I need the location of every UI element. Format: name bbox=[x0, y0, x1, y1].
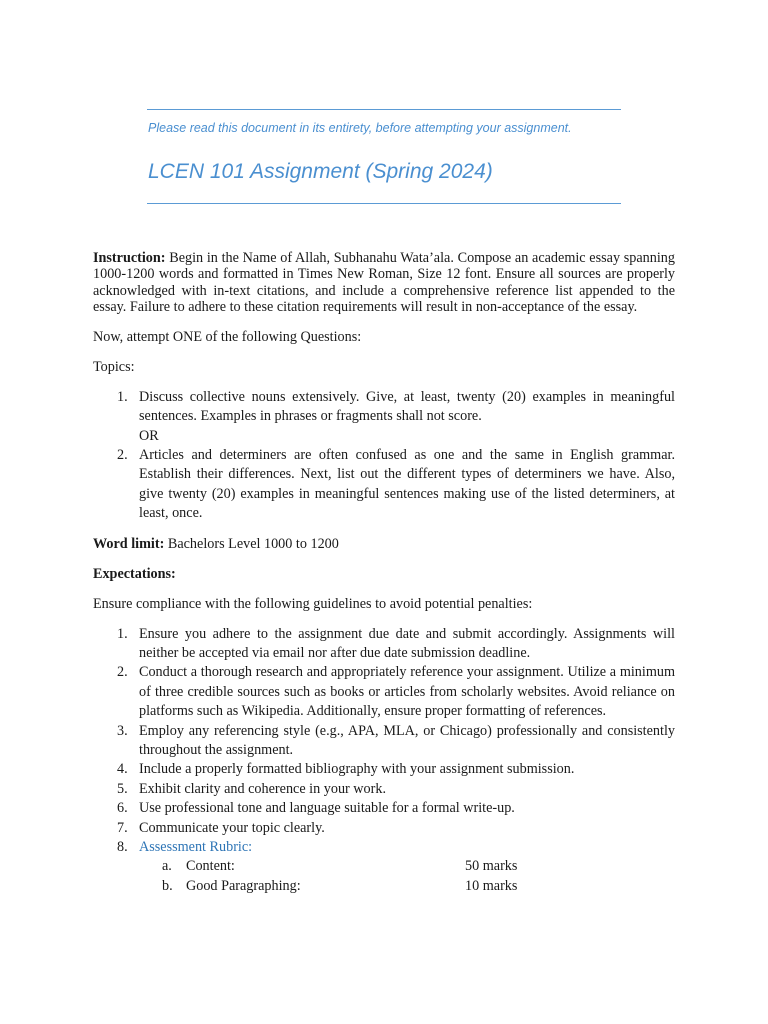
header-rule-top bbox=[147, 109, 621, 110]
word-limit-text: Bachelors Level 1000 to 1200 bbox=[167, 535, 339, 552]
expectation-text: Employ any referencing style (e.g., APA, MLA, or Chicago) professionally and consistently throughout the assignment. bbox=[139, 722, 675, 758]
expectation-item bbox=[93, 722, 675, 761]
topic-item bbox=[93, 388, 675, 427]
rubric-label: Content: bbox=[186, 858, 235, 875]
expectation-item bbox=[93, 799, 675, 818]
topic-number: 2. bbox=[117, 447, 128, 463]
expectation-number: 7. bbox=[117, 819, 128, 836]
expectation-text: Exhibit clarity and coherence in your work. bbox=[139, 780, 387, 797]
topic-text: Discuss collective nouns extensively. Give, at least, twenty (20) examples in meaningful sentences. Examples in phrases or fragments shall not score. bbox=[139, 388, 675, 425]
expectation-text: Conduct a thorough research and appropriately reference your assignment. Utilize a minimum of three credible sources such as books or articles from scholarly websites. Avoid reliance on platforms such as Wikipedia. Additionally, ensure proper formatting of references. bbox=[139, 664, 675, 720]
rubric-label: Good Paragraphing: bbox=[186, 877, 301, 894]
word-limit-line bbox=[93, 536, 675, 552]
expectation-text: Ensure you adhere to the assignment due date and submit accordingly. Assignments will neither be accepted via email nor after due date submission deadline. bbox=[139, 625, 675, 661]
expectation-text: Use professional tone and language suitable for a formal write-up. bbox=[139, 800, 515, 817]
expectation-number: 4. bbox=[117, 761, 128, 778]
expectation-number: 8. bbox=[117, 838, 128, 855]
rubric-letter: a. bbox=[162, 858, 172, 875]
document-title: LCEN 101 Assignment (Spring 2024) bbox=[148, 160, 493, 183]
rubric-marks: 10 marks bbox=[465, 877, 518, 894]
expectations-heading: Expectations: bbox=[93, 565, 176, 582]
expectation-text: Include a properly formatted bibliography with your assignment submission. bbox=[139, 761, 575, 778]
topic-item bbox=[93, 446, 675, 524]
assessment-rubric-link[interactable]: Assessment Rubric: bbox=[139, 838, 253, 855]
expectation-item bbox=[93, 625, 675, 664]
topic-number: 1. bbox=[117, 388, 128, 405]
expectations-intro: Ensure compliance with the following guidelines to avoid potential penalties: bbox=[93, 596, 533, 613]
header-rule-bottom bbox=[147, 203, 621, 204]
expectation-item bbox=[93, 760, 675, 779]
rubric-row-content bbox=[93, 857, 675, 876]
instruction-text: Begin in the Name of Allah, Subhanahu Wata’ala. Compose an academic essay spanning 1000-1200 words and formatted in Times New Roman, Size 12 font. Ensure all sources are properly acknowledged with in-text citations, and include a comprehensive reference list appended to the essay. Failure to adhere to these citation requirements will result in non-acceptance of the essay. bbox=[93, 250, 675, 315]
attempt-line: Now, attempt ONE of the following Questions: bbox=[93, 329, 362, 346]
instruction-paragraph bbox=[93, 250, 675, 315]
topics-list bbox=[93, 388, 675, 524]
document-body bbox=[93, 250, 675, 896]
topics-label: Topics: bbox=[93, 359, 135, 376]
instruction-label: Instruction: bbox=[93, 250, 166, 266]
expectation-number: 5. bbox=[117, 780, 128, 797]
read-document-note: Please read this document in its entirety, before attempting your assignment. bbox=[148, 121, 572, 135]
expectation-number: 2. bbox=[117, 664, 128, 681]
expectation-number: 6. bbox=[117, 800, 128, 817]
topic-text: Articles and determiners are often confused as one and the same in English grammar. Establish their differences. Next, list out the different types of determiners we have. Also, give twenty (20) examples in meaningful sentences making use of the listed determiners, at least, once. bbox=[139, 447, 675, 522]
expectation-number: 1. bbox=[117, 625, 128, 642]
rubric-marks: 50 marks bbox=[465, 858, 518, 875]
rubric-letter: b. bbox=[162, 877, 173, 894]
expectation-number: 3. bbox=[117, 722, 128, 739]
or-separator: OR bbox=[139, 427, 159, 444]
expectation-item bbox=[93, 838, 675, 857]
expectation-item bbox=[93, 780, 675, 799]
expectation-item bbox=[93, 819, 675, 838]
rubric-row-paragraphing bbox=[93, 877, 675, 896]
word-limit-label: Word limit: bbox=[93, 535, 165, 552]
expectation-text: Communicate your topic clearly. bbox=[139, 819, 325, 836]
expectations-list bbox=[93, 625, 675, 858]
expectation-item bbox=[93, 663, 675, 721]
